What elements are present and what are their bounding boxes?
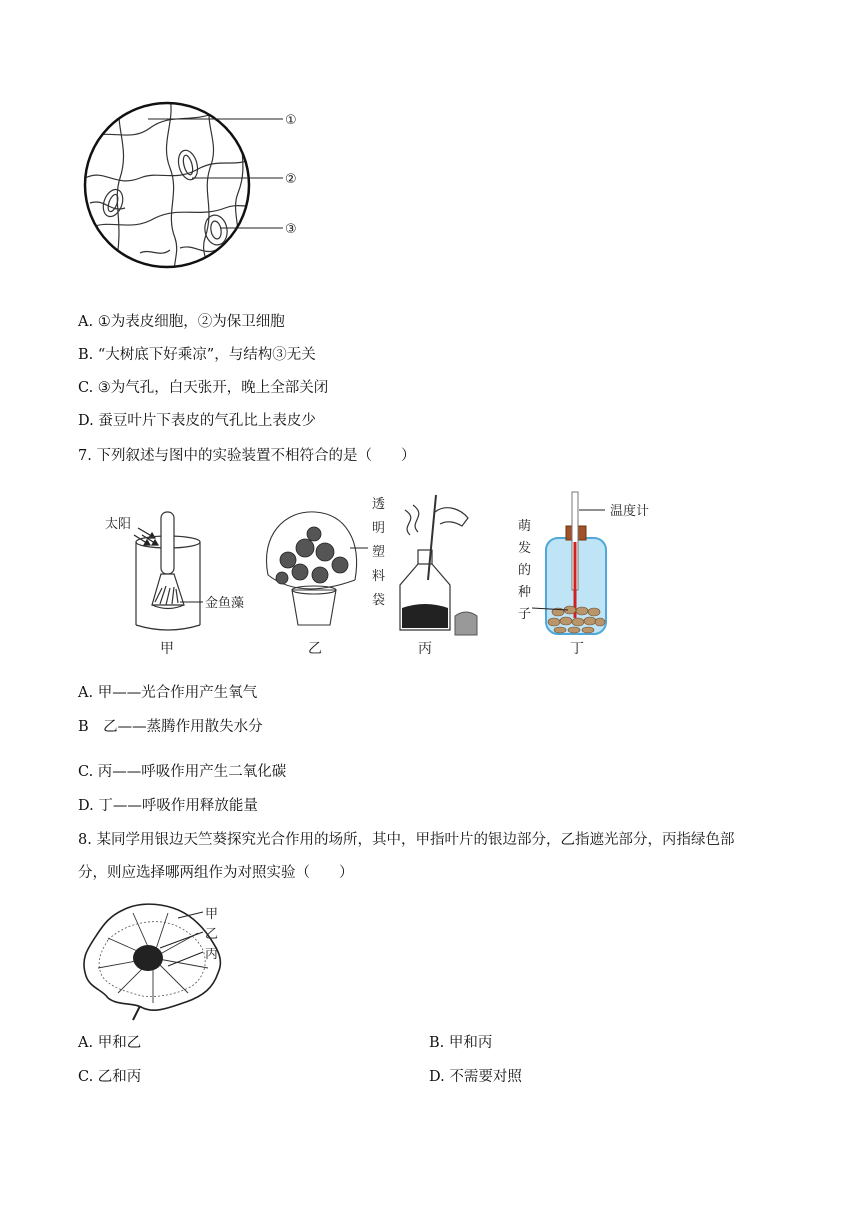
leaf-label-bing: 丙: [205, 947, 219, 962]
caption-yi: 乙: [308, 641, 322, 657]
q8-option-c: C. 乙和丙: [78, 1069, 142, 1085]
label-1: ①: [285, 113, 297, 128]
q7-stem: 7. 下列叙述与图中的实验装置不相符合的是（ ）: [78, 448, 416, 464]
bag-label-4: 料: [372, 569, 386, 584]
caption-ding: 丁: [570, 641, 584, 657]
q8-option-a: A. 甲和乙: [78, 1035, 142, 1051]
seed-label-1: 萌: [518, 519, 532, 534]
seed-label-4: 种: [518, 585, 532, 600]
experiment-figure: [100, 490, 670, 660]
sun-label: 太阳: [105, 517, 132, 532]
q7-option-d: D. 丁——呼吸作用释放能量: [78, 798, 258, 814]
caption-bing: 丙: [418, 641, 432, 657]
seed-label-3: 的: [518, 563, 532, 578]
leaf-label-jia: 甲: [205, 907, 219, 922]
q7-option-b: B 乙——蒸腾作用散失水分: [78, 719, 263, 735]
q7-option-c: C. 丙——呼吸作用产生二氧化碳: [78, 764, 287, 780]
q8-stem-line1: 8. 某同学用银边天竺葵探究光合作用的场所，其中，甲指叶片的银边部分，乙指遮光部分，丙指绿色部: [78, 832, 735, 848]
caption-jia: 甲: [160, 641, 174, 657]
leaf-figure: [78, 898, 238, 1023]
label-3: ③: [285, 222, 297, 237]
epidermis-figure: [80, 98, 310, 283]
q6-option-d: D. 蚕豆叶片下表皮的气孔比上表皮少: [78, 413, 316, 429]
bag-label-2: 明: [372, 521, 386, 536]
q7-option-a: A. 甲——光合作用产生氧气: [78, 685, 258, 701]
bag-label-1: 透: [372, 497, 386, 512]
q6-option-b: B. “大树底下好乘凉”，与结构③无关: [78, 347, 316, 363]
label-2: ②: [285, 172, 297, 187]
seed-label-5: 子: [518, 607, 532, 622]
leaf-label-yi: 乙: [205, 927, 219, 942]
bag-label-5: 袋: [372, 593, 386, 608]
seed-label-2: 发: [518, 541, 532, 556]
thermometer-label: 温度计: [610, 504, 650, 519]
goldfish-weed-label: 金鱼藻: [205, 596, 245, 611]
q8-option-b: B. 甲和丙: [429, 1035, 493, 1051]
q6-option-a: A. ①为表皮细胞，②为保卫细胞: [78, 314, 285, 330]
bag-label-3: 塑: [372, 545, 386, 560]
q8-option-d: D. 不需要对照: [429, 1069, 522, 1085]
q8-stem-line2: 分，则应选择哪两组作为对照实验（ ）: [78, 865, 354, 881]
q6-option-c: C. ③为气孔，白天张开，晚上全部关闭: [78, 380, 329, 396]
